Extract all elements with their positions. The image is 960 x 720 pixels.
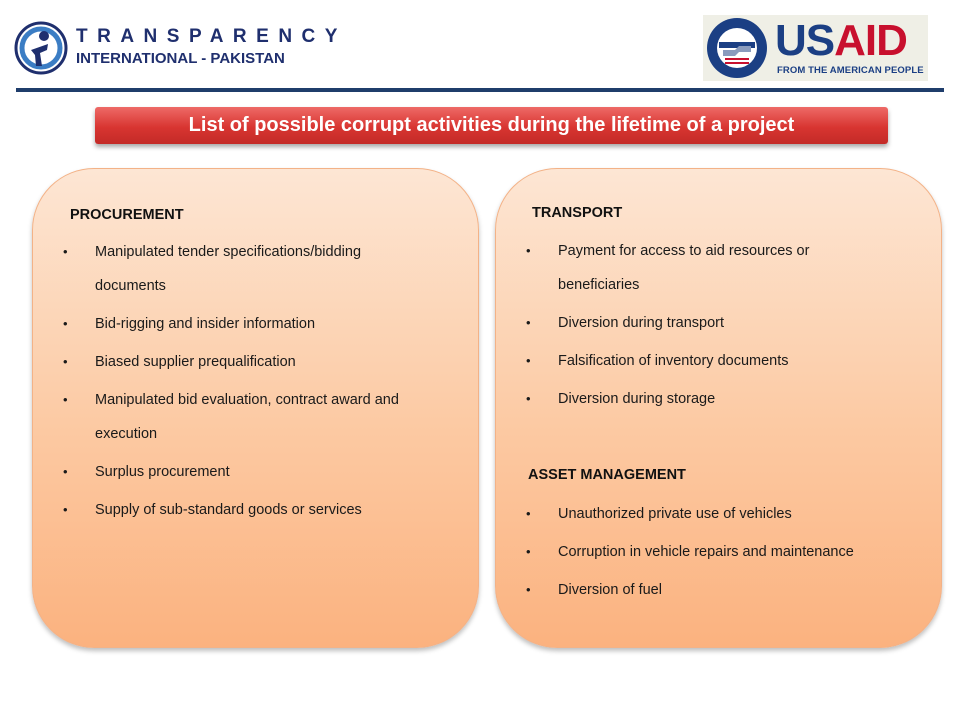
procurement-list	[63, 235, 423, 527]
usaid-tagline: FROM THE AMERICAN PEOPLE	[777, 65, 924, 76]
asset-management-list	[526, 497, 886, 607]
usaid-us-text: US	[775, 16, 835, 65]
ti-name-line2: INTERNATIONAL - PAKISTAN	[76, 50, 285, 67]
list-item: • Biased supplier prequalification	[63, 345, 423, 379]
usaid-seal-icon	[705, 16, 769, 80]
list-item: • Surplus procurement	[63, 455, 423, 489]
list-item: • Manipulated bid evaluation, contract award and execution	[63, 383, 423, 451]
ti-logo	[14, 20, 347, 75]
list-item: • Corruption in vehicle repairs and maintenance	[526, 535, 886, 569]
transport-heading: TRANSPORT	[532, 205, 623, 221]
list-item: • Supply of sub-standard goods or services	[63, 493, 423, 527]
usaid-wordmark	[775, 16, 907, 65]
list-item: • Diversion of fuel	[526, 573, 886, 607]
list-item: • Bid-rigging and insider information	[63, 307, 423, 341]
transport-list	[526, 234, 886, 416]
list-item: • Falsification of inventory documents	[526, 344, 886, 378]
list-item: • Diversion during storage	[526, 382, 886, 416]
transport-asset-panel	[495, 168, 942, 648]
slide-title: List of possible corrupt activities during the lifetime of a project	[95, 107, 888, 144]
list-item: • Diversion during transport	[526, 306, 886, 340]
ti-emblem-icon	[14, 20, 70, 76]
list-item: • Payment for access to aid resources or beneficiaries	[526, 234, 886, 302]
asset-management-heading: ASSET MANAGEMENT	[528, 467, 686, 483]
header-divider	[16, 88, 944, 92]
procurement-heading: PROCUREMENT	[70, 207, 184, 223]
list-item: • Unauthorized private use of vehicles	[526, 497, 886, 531]
usaid-logo	[703, 15, 928, 81]
list-item: • Manipulated tender specifications/bidding documents	[63, 235, 423, 303]
ti-name-line1: TRANSPARENCY	[76, 26, 347, 47]
usaid-aid-text: AID	[834, 16, 907, 65]
procurement-panel	[32, 168, 479, 648]
